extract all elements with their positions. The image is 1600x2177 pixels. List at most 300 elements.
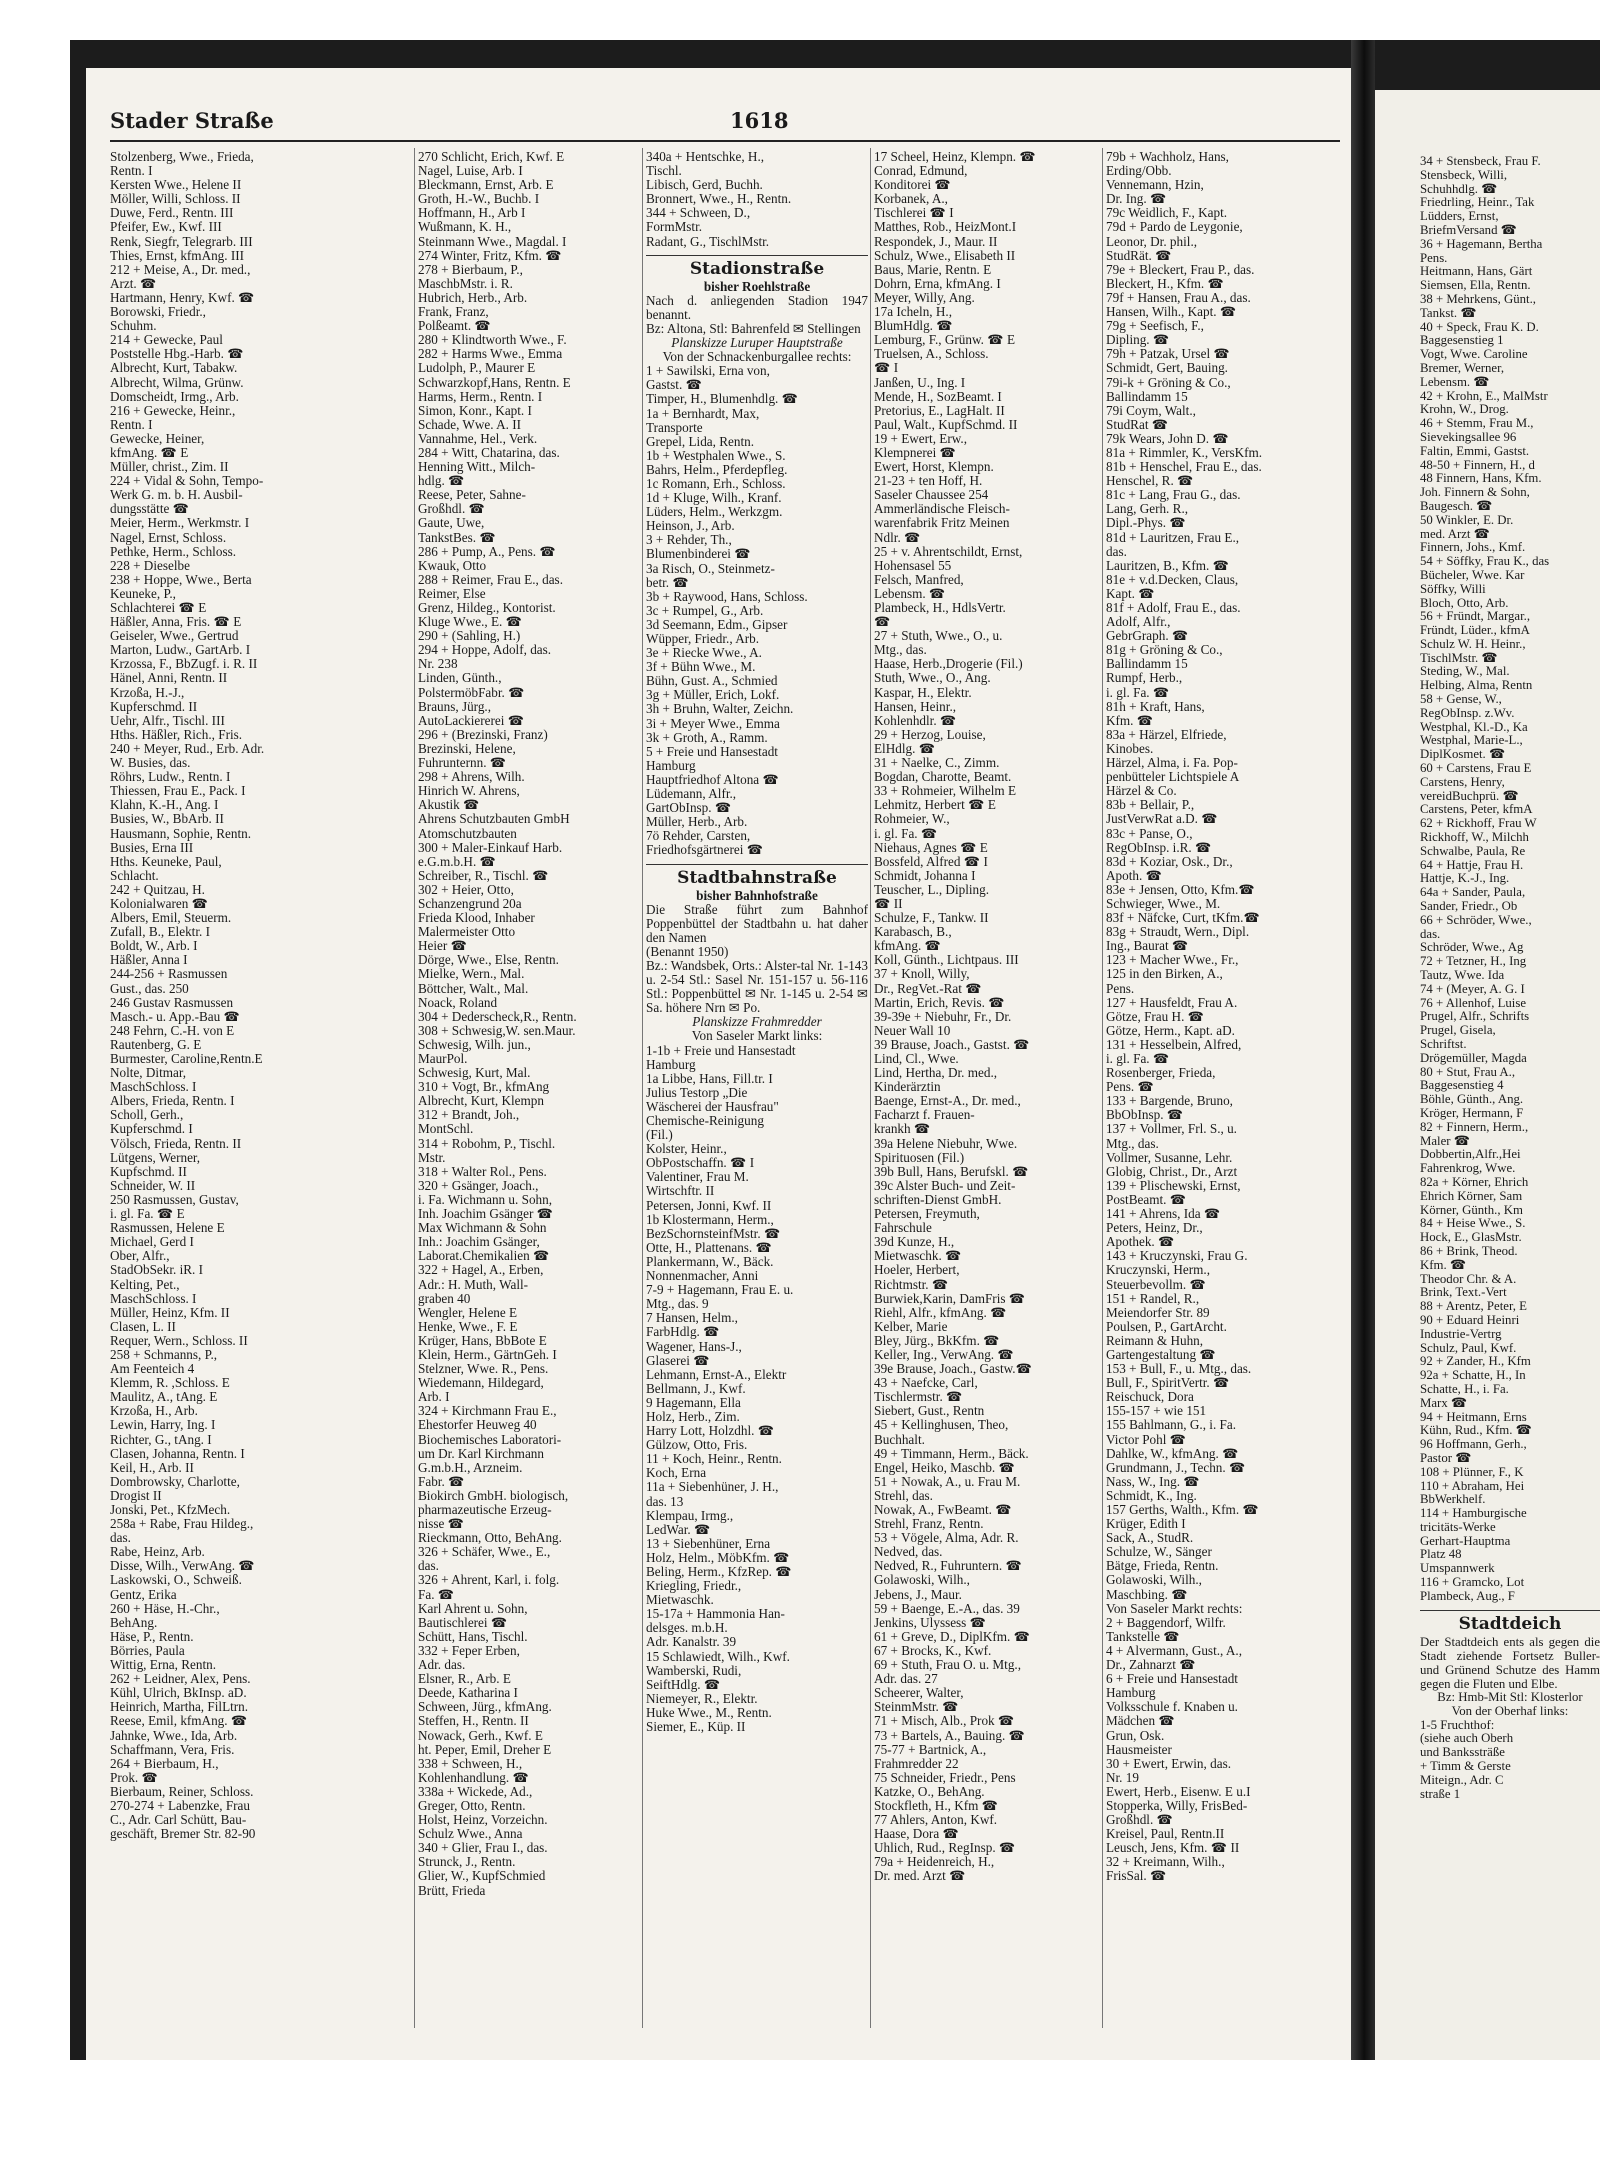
- directory-entry: Heinrich, Martha, FilLtrn.: [110, 1699, 249, 1715]
- directory-entry: Prok. ☎: [110, 1769, 158, 1785]
- directory-entry: 21-23 + ten Hoff, H.: [874, 473, 983, 489]
- directory-entry: 262 + Leidner, Alex, Pens.: [110, 1671, 251, 1687]
- directory-entry: Fuhrunternn. ☎: [418, 755, 507, 771]
- directory-entry: Steding, W., Mal.: [1420, 664, 1510, 679]
- directory-entry: Disse, Wilh., VerwAng. ☎: [110, 1558, 255, 1574]
- directory-entry: 131 + Hesselbein, Alfred,: [1106, 1036, 1242, 1052]
- directory-entry: Koll, Günth., Lichtpaus. III: [874, 952, 1019, 968]
- directory-entry: Ammerländische Fleisch-: [874, 501, 1010, 517]
- directory-entry: Dr. Ing. ☎: [1106, 191, 1167, 207]
- direction-note: Von der Schnackenburgallee rechts:: [662, 349, 852, 365]
- directory-entry: Siemer, E., Küp. II: [646, 1719, 746, 1735]
- directory-entry: 2 + Baggendorf, Wilfr.: [1106, 1614, 1226, 1630]
- directory-entry: MaschSchloss. I: [110, 1290, 197, 1306]
- directory-entry: 274 Winter, Fritz, Kfm. ☎: [418, 247, 562, 263]
- directory-entry: 326 + Ahrent, Karl, i. folg.: [418, 1572, 560, 1588]
- direction-note: Von Saseler Markt links:: [691, 1028, 823, 1044]
- directory-entry: Dr., Zahnarzt ☎: [1106, 1657, 1196, 1673]
- directory-entry: Lemburg, F., Grünw. ☎ E: [874, 332, 1016, 348]
- street-description: Bz.: Wandsbek, Orts.: Alster-tal Nr. 1-143 u. 2-54 Stl.: Sasel Nr. 151-157 u. 56-116 Stl.: Poppenbüttel ✉ Nr. 1-145 u. 2-54 ✉ Sa. höhere Nrn ✉ Po.: [646, 957, 868, 1016]
- directory-entry: Niemeyer, R., Elektr.: [646, 1690, 758, 1706]
- directory-entry: 332 + Feper Erben,: [418, 1642, 520, 1658]
- directory-entry: Gastst. ☎: [646, 377, 702, 393]
- directory-entry: 3c + Rumpel, G., Arb.: [646, 602, 764, 618]
- directory-entry: hdlg. ☎: [418, 473, 465, 489]
- directory-entry: Rumpf, Herb.,: [1106, 670, 1183, 686]
- directory-entry: Theodor Chr. & A.: [1420, 1271, 1517, 1286]
- directory-entry: Steffen, H., Rentn. II: [418, 1713, 529, 1729]
- directory-column-2: [418, 150, 640, 2040]
- directory-entry: 80 + Stut, Frau A.,: [1420, 1064, 1516, 1079]
- directory-entry: 110 + Abraham, Hei: [1420, 1478, 1525, 1493]
- directory-entry: 39b Bull, Hans, Berufskl. ☎: [874, 1163, 1029, 1179]
- directory-entry: Apothek. ☎: [1106, 1234, 1175, 1250]
- directory-column-5: [1106, 150, 1348, 2040]
- directory-entry: Leusch, Jens, Kfm. ☎ II: [1106, 1840, 1240, 1856]
- directory-entry: Busies, W., BbArb. II: [110, 811, 224, 827]
- directory-entry: 15-17a + Hammonia Han-: [646, 1606, 785, 1622]
- directory-entry: 13 + Siebenhüner, Erna: [646, 1535, 771, 1551]
- directory-entry: SteinmMstr. ☎: [874, 1699, 959, 1715]
- directory-entry: Nagel, Luise, Arb. I: [418, 163, 523, 179]
- directory-entry: StudRat ☎: [1106, 416, 1169, 432]
- directory-entry: 116 + Gramcko, Lot: [1420, 1575, 1525, 1590]
- directory-entry: Blumenbinderei ☎: [646, 546, 751, 562]
- directory-entry: Von Saseler Markt rechts:: [1106, 1600, 1243, 1616]
- directory-entry: Ober, Alfr.,: [110, 1248, 170, 1264]
- directory-entry: 11a + Siebenhüner, J. H.,: [646, 1479, 779, 1495]
- directory-entry: Tischlermstr. ☎: [874, 1389, 963, 1405]
- directory-entry: 298 + Ahrens, Wilh.: [418, 769, 525, 785]
- directory-entry: Söffky, Willi: [1420, 581, 1486, 596]
- directory-entry: Kelber, Marie: [874, 1318, 948, 1334]
- directory-entry: 48-50 + Finnern, H., d: [1420, 457, 1535, 472]
- directory-entry: Ballindamm 15: [1106, 388, 1188, 404]
- directory-entry: 19 + Ewert, Erw.,: [874, 430, 968, 446]
- street-heading: Stadtbahnstraße: [646, 864, 868, 889]
- directory-entry: 1-1b + Freie und Hansestadt: [646, 1042, 796, 1058]
- directory-entry: 40 + Speck, Frau K. D.: [1420, 319, 1539, 334]
- directory-entry: Krzossa, F., BbZugf. i. R. II: [110, 656, 258, 672]
- directory-entry: Nass, W., Ing. ☎: [1106, 1473, 1200, 1489]
- directory-entry: StadObSekr. iR. I: [110, 1262, 204, 1278]
- directory-entry: Stelzner, Wwe. R., Pens.: [418, 1361, 549, 1377]
- directory-entry: 48 Finnern, Hans, Kfm.: [1420, 471, 1542, 486]
- directory-entry: Großhdl. ☎: [1106, 1812, 1173, 1828]
- directory-entry: 4 + Alvermann, Gust., A.,: [1106, 1642, 1243, 1658]
- directory-entry: 284 + Witt, Chatarina, das.: [418, 444, 560, 460]
- directory-entry: 79e + Bleckert, Frau P., das.: [1106, 261, 1255, 277]
- directory-entry: Schulz Wwe., Anna: [418, 1826, 523, 1842]
- street-description: Der Stadtdeich ents als gegen die Stadt ziehende Fortsetz Buller- und Grünend Schutze des Hamm gegen die Fluten und Elbe.: [1420, 1634, 1600, 1691]
- directory-entry: Gülzow, Otto, Fris.: [646, 1437, 748, 1453]
- directory-entry: Niehaus, Agnes ☎ E: [874, 839, 988, 855]
- directory-entry: 155 Bahlmann, G., i. Fa.: [1106, 1417, 1237, 1433]
- directory-entry: Vogt, Wwe. Caroline: [1420, 347, 1528, 362]
- directory-entry: 278 + Bierbaum, P.,: [418, 261, 523, 277]
- directory-entry: Koch, Erna: [646, 1465, 707, 1481]
- directory-entry: nisse ☎: [418, 1516, 465, 1532]
- directory-entry: Keller, Ing., VerwAng. ☎: [874, 1346, 1014, 1362]
- directory-entry: Bautischlerei ☎: [418, 1614, 508, 1630]
- page-number: 1618: [730, 108, 789, 133]
- directory-entry: 59 + Baenge, E.-A., das. 39: [874, 1600, 1020, 1616]
- directory-entry: 125 in den Birken, A.,: [1106, 966, 1223, 982]
- directory-entry: 81b + Henschel, Frau E., das.: [1106, 459, 1262, 475]
- directory-entry: Platz 48: [1420, 1547, 1462, 1562]
- directory-entry: Klempau, Irmg.,: [646, 1507, 734, 1523]
- directory-entry: Adr.: H. Muth, Wall-: [418, 1276, 529, 1292]
- district-note: Bz: Hmb-Mit Stl: Klosterlor: [1437, 1690, 1583, 1705]
- directory-entry: Nr. 238: [418, 656, 458, 672]
- directory-entry: Fründt, Lüder., kfmA: [1420, 623, 1530, 638]
- directory-entry: 133 + Bargende, Bruno,: [1106, 1093, 1233, 1109]
- directory-entry: dungsstätte ☎: [110, 501, 190, 517]
- directory-entry: Schwalbe, Paula, Re: [1420, 843, 1526, 858]
- directory-entry: Paul, Walt., KupfSchmd. II: [874, 416, 1018, 432]
- directory-entry: G.m.b.H., Arzneim.: [418, 1459, 523, 1475]
- directory-entry: Rentn. I: [110, 416, 153, 432]
- street-description: Nach d. anliegenden Stadion 1947 benannt.: [646, 292, 868, 322]
- directory-entry: Riehl, Alfr., kfmAng. ☎: [874, 1304, 1007, 1320]
- directory-entry: Stockfleth, H., Kfm ☎: [874, 1797, 999, 1813]
- directory-entry: Holst, Heinz, Vorzeichn.: [418, 1812, 548, 1828]
- directory-entry: 79d + Pardo de Leygonie,: [1106, 219, 1243, 235]
- directory-entry: Gartengestaltung ☎: [1106, 1346, 1216, 1362]
- directory-entry: 82 + Finnern, Herm.,: [1420, 1119, 1529, 1134]
- directory-entry: ObPostschaffn. ☎ I: [646, 1155, 755, 1171]
- directory-entry: 1b Klostermann, Herm.,: [646, 1211, 774, 1227]
- directory-entry: und Bankssträße: [1420, 1745, 1505, 1760]
- directory-entry: Pethke, Herm., Schloss.: [110, 543, 237, 559]
- directory-entry: 81c + Lang, Frau G., das.: [1106, 487, 1241, 503]
- directory-entry: Dr. med. Arzt ☎: [874, 1868, 966, 1884]
- directory-entry: 155-157 + wie 151: [1106, 1403, 1207, 1419]
- directory-entry: Hausmeister: [1106, 1741, 1172, 1757]
- directory-entry: Deede, Katharina I: [418, 1685, 518, 1701]
- directory-entry: Fahrenkrog, Wwe.: [1420, 1161, 1516, 1176]
- directory-entry: 338 + Schween, H.,: [418, 1755, 523, 1771]
- directory-entry: 270-274 + Labenzke, Frau: [110, 1797, 251, 1813]
- directory-entry: Finnern, Johs., Kmf.: [1420, 540, 1526, 555]
- directory-entry: 79h + Patzak, Ursel ☎: [1106, 346, 1230, 362]
- directory-entry: penbütteler Lichtspiele A: [1106, 769, 1240, 785]
- directory-entry: Bahrs, Helm., Pferdepfleg.: [646, 461, 788, 477]
- directory-entry: Teuscher, L., Dipling.: [874, 881, 990, 897]
- directory-entry: Albrecht, Wilma, Grünw.: [110, 374, 244, 390]
- directory-entry: 58 + Gense, W.,: [1420, 692, 1502, 707]
- directory-entry: 9 Hagemann, Ella: [646, 1394, 741, 1410]
- directory-entry: Lebensm. ☎: [874, 585, 946, 601]
- directory-entry: Stensbeck, Willi,: [1420, 167, 1508, 182]
- directory-entry: Baggesenstieg 4: [1420, 1078, 1504, 1093]
- directory-entry: Wittig, Erna, Rentn.: [110, 1657, 217, 1673]
- directory-entry: Schulz, Wwe., Elisabeth II: [874, 247, 1016, 263]
- directory-entry: Schröder, Wwe., Ag: [1420, 940, 1524, 955]
- directory-entry: Schwesig, Wilh. jun.,: [418, 1036, 531, 1052]
- directory-entry: kfmAng. ☎ E: [110, 444, 189, 460]
- directory-entry: Gerhart-Hauptma: [1420, 1533, 1511, 1548]
- directory-entry: Tankstelle ☎: [1106, 1628, 1180, 1644]
- directory-entry: 39a Helene Niebuhr, Wwe.: [874, 1135, 1018, 1151]
- directory-entry: Bierbaum, Reiner, Schloss.: [110, 1783, 254, 1799]
- directory-entry: 1a Libbe, Hans, Fill.tr. I: [646, 1070, 773, 1086]
- directory-entry: Pfeifer, Ew., Kwf. III: [110, 219, 222, 235]
- directory-entry: 17 Scheel, Heinz, Klempn. ☎: [874, 150, 1036, 164]
- directory-entry: TankstBes. ☎: [418, 529, 496, 545]
- directory-entry: Libisch, Gerd, Buchh.: [646, 177, 763, 193]
- directory-entry: Mietwaschk. ☎: [874, 1248, 962, 1264]
- directory-entry: 72 + Tetzner, H., Ing: [1420, 954, 1527, 969]
- directory-entry: Heinson, J., Arb.: [646, 518, 735, 534]
- directory-entry: Arzt. ☎: [110, 275, 157, 291]
- directory-entry: Scheerer, Walter,: [874, 1685, 964, 1701]
- directory-entry: Röhrs, Ludw., Rentn. I: [110, 769, 231, 785]
- directory-entry: Schneider, W. II: [110, 1177, 196, 1193]
- directory-entry: Dohrn, Erna, kfmAng. I: [874, 275, 1001, 291]
- directory-entry: 246 Gustav Rasmussen: [110, 994, 234, 1010]
- directory-entry: 27 + Stuth, Wwe., O., u.: [874, 628, 1003, 644]
- directory-entry: Mietwaschk.: [646, 1592, 714, 1608]
- directory-entry: LedWar. ☎: [646, 1521, 711, 1537]
- directory-entry: i. gl. Fa. ☎: [1106, 1051, 1170, 1066]
- directory-entry: 83a + Härzel, Elfriede,: [1106, 726, 1227, 742]
- directory-entry: Hausmann, Sophie, Rentn.: [110, 825, 252, 841]
- street-description: Bz: Altona, Stl: Bahrenfeld ✉ Stellingen: [646, 320, 861, 336]
- directory-entry: BezSchornsteinfMstr. ☎: [646, 1225, 781, 1241]
- directory-entry: 312 + Brandt, Joh.,: [418, 1107, 520, 1123]
- directory-entry: Bätge, Frieda, Rentn.: [1106, 1558, 1219, 1574]
- directory-entry: Klahn, K.-H., Ang. I: [110, 797, 219, 813]
- adjacent-page-column: [1420, 155, 1600, 2045]
- directory-entry: Schmidt, Gert, Bauing.: [1106, 360, 1228, 376]
- directory-entry: Biokirch GmbH. biologisch,: [418, 1487, 569, 1503]
- directory-entry: Vannahme, Hel., Verk.: [418, 430, 538, 446]
- directory-entry: 127 + Hausfeldt, Frau A.: [1106, 994, 1238, 1010]
- directory-entry: 7-9 + Hagemann, Frau E. u.: [646, 1282, 794, 1298]
- directory-entry: GebrGraph. ☎: [1106, 628, 1189, 644]
- directory-entry: C., Adr. Carl Schütt, Bau-: [110, 1812, 247, 1828]
- directory-entry: Huke Wwe., M., Rentn.: [646, 1704, 772, 1720]
- directory-entry: Saseler Chaussee 254: [874, 487, 989, 503]
- book-gutter: [1351, 40, 1375, 2060]
- directory-entry: 76 + Allenhof, Luise: [1420, 995, 1527, 1010]
- directory-entry: das.: [418, 1558, 439, 1574]
- directory-entry: Lind, Cl., Wwe.: [874, 1051, 959, 1066]
- directory-entry: 39-39e + Niebuhr, Fr., Dr.: [874, 1008, 1012, 1024]
- directory-entry: ☎ II: [874, 895, 903, 911]
- directory-entry: Stolzenberg, Wwe., Frieda,: [110, 150, 254, 164]
- directory-entry: FormMstr.: [646, 219, 703, 235]
- column-divider: [870, 148, 871, 2028]
- directory-entry: ☎ I: [874, 360, 899, 376]
- directory-entry: RegObInsp. z.Wv.: [1420, 705, 1515, 720]
- directory-entry: Karl Ahrent u. Sohn,: [418, 1600, 528, 1616]
- directory-entry: 69 + Stuth, Frau O. u. Mtg.,: [874, 1657, 1022, 1673]
- directory-entry: Katzke, O., BehAng.: [874, 1783, 985, 1799]
- directory-entry: Busies, Erna III: [110, 839, 194, 855]
- directory-entry: Schatte, H., i. Fa.: [1420, 1381, 1509, 1396]
- directory-entry: 81d + Lauritzen, Frau E.,: [1106, 529, 1240, 545]
- directory-entry: 258a + Rabe, Frau Hildeg.,: [110, 1516, 254, 1532]
- directory-entry: 7ö Rehder, Carsten,: [646, 828, 751, 844]
- directory-entry: 151 + Randel, R.,: [1106, 1290, 1200, 1306]
- directory-entry: Julius Testorp „Die: [646, 1084, 748, 1100]
- directory-entry: Polßeamt. ☎: [418, 318, 491, 334]
- directory-entry: 81e + v.d.Decken, Claus,: [1106, 571, 1239, 587]
- directory-entry: Schwarzkopf,Hans, Rentn. E: [418, 374, 571, 390]
- directory-entry: Albrecht, Kurt, Klempn: [418, 1093, 544, 1109]
- directory-entry: Gentz, Erika: [110, 1586, 177, 1602]
- directory-entry: 92 + Zander, H., Kfm: [1420, 1354, 1531, 1369]
- directory-entry: 38 + Mehrkens, Günt.,: [1420, 291, 1536, 306]
- directory-entry: 39d Kunze, H.,: [874, 1234, 955, 1250]
- directory-entry: Am Feenteich 4: [110, 1361, 195, 1377]
- directory-entry: Brauns, Jürg.,: [418, 698, 492, 714]
- directory-entry: med. Arzt ☎: [1420, 526, 1490, 541]
- directory-entry: Rohmeier, W.,: [874, 811, 950, 827]
- directory-entry: Lehmitz, Herbert ☎ E: [874, 797, 996, 813]
- directory-entry: 258 + Schmanns, P.,: [110, 1346, 218, 1362]
- directory-entry: Kelting, Pet.,: [110, 1276, 180, 1292]
- directory-entry: Ewert, Herb., Eisenw. E u.I: [1106, 1783, 1251, 1799]
- directory-entry: ☎: [874, 614, 891, 630]
- directory-entry: Reese, Peter, Sahne-: [418, 487, 526, 503]
- directory-entry: Schmidt, K., Ing.: [1106, 1487, 1197, 1503]
- directory-entry: Rasmussen, Helene E: [110, 1220, 225, 1236]
- directory-entry: Wirtschftr. II: [646, 1183, 715, 1199]
- directory-entry: Schriftst.: [1420, 1037, 1467, 1051]
- directory-entry: Beling, Herm., KfzRep. ☎: [646, 1564, 792, 1579]
- directory-entry: BlumHdlg. ☎: [874, 318, 953, 334]
- directory-entry: Leonor, Dr. phil.,: [1106, 233, 1198, 249]
- directory-entry: Peters, Heinz, Dr.,: [1106, 1220, 1203, 1236]
- directory-entry: 340 + Glier, Frau I., das.: [418, 1840, 548, 1856]
- directory-entry: Laborat.Chemikalien ☎: [418, 1248, 550, 1264]
- directory-entry: Geiseler, Wwe., Gertrud: [110, 628, 239, 644]
- directory-entry: 83e + Jensen, Otto, Kfm.☎: [1106, 881, 1255, 897]
- directory-entry: Dahlke, W., kfmAng. ☎: [1106, 1445, 1239, 1461]
- directory-entry: Bronnert, Wwe., H., Rentn.: [646, 191, 792, 207]
- directory-entry: Schmidt, Johanna I: [874, 867, 976, 883]
- directory-entry: Valentiner, Frau M.: [646, 1169, 749, 1185]
- directory-entry: Requer, Wern., Schloss. II: [110, 1332, 248, 1348]
- directory-entry: 1 + Sawilski, Erna von,: [646, 363, 770, 379]
- street-description: (Benannt 1950): [646, 943, 729, 959]
- directory-entry: Kwauk, Otto: [418, 557, 487, 573]
- directory-entry: Strehl, das.: [874, 1487, 933, 1503]
- directory-entry: 3k + Groth, A., Ramm.: [646, 729, 768, 745]
- directory-entry: Bloch, Otto, Arb.: [1420, 595, 1509, 610]
- directory-entry: Spirituosen (Fil.): [874, 1149, 965, 1165]
- directory-entry: Jenkins, Ulyssess ☎: [874, 1614, 987, 1630]
- directory-entry: Härzel, Alma, i. Fa. Pop-: [1106, 755, 1238, 771]
- directory-entry: betr. ☎: [646, 574, 689, 590]
- directory-entry: Maler ☎: [1420, 1133, 1470, 1148]
- street-description: Die Straße führt zum Bahnhof Poppenbüttel der Stadtbahn u. hat daher den Namen: [646, 901, 868, 945]
- directory-entry: Baenge, Ernst-A., Dr. med.,: [874, 1093, 1021, 1109]
- directory-entry: Boldt, W., Arb. I: [110, 938, 198, 954]
- directory-entry: Martin, Erich, Revis. ☎: [874, 994, 1005, 1010]
- directory-entry: PolstermöbFabr. ☎: [418, 684, 525, 700]
- directory-entry: Schreiber, R., Tischl. ☎: [418, 867, 549, 883]
- directory-entry: 11 + Koch, Heinr., Rentn.: [646, 1451, 782, 1467]
- directory-entry: 75-77 + Bartnick, A.,: [874, 1741, 987, 1757]
- directory-entry: Tautz, Wwe. Ida: [1420, 968, 1505, 983]
- directory-entry: 3h + Bruhn, Walter, Zeichn.: [646, 701, 794, 717]
- directory-entry: Ehestorfer Heuweg 40: [418, 1417, 537, 1433]
- directory-entry: Tischl.: [646, 163, 682, 179]
- directory-entry: 49 + Timmann, Herm., Bäck.: [874, 1445, 1029, 1461]
- directory-entry: 83b + Bellair, P.,: [1106, 797, 1195, 813]
- directory-entry: Ndlr. ☎: [874, 529, 921, 545]
- directory-entry: Reimer, Else: [418, 585, 486, 601]
- directory-entry: MaurPol.: [418, 1051, 468, 1066]
- directory-entry: Vollmer, Susanne, Lehr.: [1106, 1149, 1233, 1165]
- directory-entry: Lehmann, Ernst-A., Elektr: [646, 1366, 787, 1382]
- directory-entry: Brink, Text.-Vert: [1420, 1285, 1507, 1300]
- directory-entry: 84 + Heise Wwe., S.: [1420, 1216, 1526, 1231]
- directory-entry: Schulz, Paul, Kwf.: [1420, 1340, 1517, 1355]
- directory-entry: Engel, Heiko, Maschb. ☎: [874, 1459, 1015, 1475]
- directory-entry: Ing., Baurat ☎: [1106, 938, 1189, 954]
- street-heading: Stadtdeich: [1420, 1610, 1600, 1635]
- directory-entry: PostBeamt. ☎: [1106, 1191, 1187, 1207]
- directory-entry: Apoth. ☎: [1106, 867, 1162, 883]
- former-name-note: bisher Roehlstraße: [703, 278, 811, 294]
- directory-entry: Schaffmann, Vera, Fris.: [110, 1741, 235, 1757]
- directory-entry: Dr., RegVet.-Rat ☎: [874, 980, 982, 996]
- directory-entry: Globig, Christ., Dr., Arzt: [1106, 1163, 1238, 1179]
- directory-entry: Kupfschmd. II: [110, 1163, 187, 1179]
- directory-entry: Lind, Hertha, Dr. med.,: [874, 1065, 998, 1081]
- directory-entry: 79c Weidlich, F., Kapt.: [1106, 205, 1228, 221]
- directory-entry: 79i-k + Gröning & Co.,: [1106, 374, 1231, 390]
- directory-entry: e.G.m.b.H. ☎: [418, 853, 496, 869]
- directory-entry: + Timm & Gerste: [1420, 1759, 1511, 1774]
- directory-entry: Reimann & Huhn,: [1106, 1332, 1204, 1348]
- directory-entry: Grenz, Hildeg., Kontorist.: [418, 600, 556, 615]
- directory-entry: Domscheidt, Irmg., Arb.: [110, 388, 239, 404]
- directory-entry: Hinrich W. Ahrens,: [418, 783, 520, 799]
- directory-entry: 74 + (Meyer, A. G. I: [1420, 981, 1525, 996]
- directory-entry: Nonnenmacher, Anni: [646, 1268, 759, 1284]
- directory-entry: vereidBuchprü. ☎: [1420, 788, 1519, 803]
- directory-entry: Bücheler, Wwe. Kar: [1420, 567, 1525, 582]
- directory-entry: 46 + Stemm, Frau M.,: [1420, 416, 1534, 431]
- directory-entry: Kröger, Hermann, F: [1420, 1105, 1524, 1120]
- directory-entry: 32 + Kreimann, Wilh.,: [1106, 1854, 1225, 1870]
- directory-entry: 39 Brause, Joach., Gastst. ☎: [874, 1036, 1030, 1052]
- directory-entry: 94 + Heitmann, Erns: [1420, 1409, 1527, 1424]
- directory-entry: Böhle, Günth., Ang.: [1420, 1092, 1524, 1107]
- directory-entry: Keil, H., Arb. II: [110, 1459, 194, 1475]
- directory-entry: Ewert, Horst, Klempn.: [874, 459, 994, 475]
- directory-entry: Haase, Herb.,Drogerie (Fil.): [874, 656, 1023, 672]
- directory-entry: Schulz W. H. Heinr.,: [1420, 636, 1526, 651]
- directory-entry: 71 + Misch, Alb., Prok ☎: [874, 1713, 1015, 1729]
- directory-entry: Uehr, Alfr., Tischl. III: [110, 712, 225, 728]
- directory-entry: 81h + Kraft, Hans,: [1106, 698, 1205, 714]
- directory-entry: Lüdemann, Alfr.,: [646, 786, 737, 802]
- directory-entry: Miteign., Adr. C: [1420, 1772, 1504, 1787]
- directory-entry: 114 + Hamburgische: [1420, 1506, 1527, 1521]
- directory-entry: 82a + Körner, Ehrich: [1420, 1174, 1529, 1189]
- directory-entry: Frieda Klood, Inhaber: [418, 910, 535, 926]
- directory-entry: Faltin, Emmi, Gastst.: [1420, 443, 1530, 458]
- directory-entry: Konditorei ☎: [874, 177, 951, 193]
- directory-entry: Henning Witt., Milch-: [418, 459, 536, 475]
